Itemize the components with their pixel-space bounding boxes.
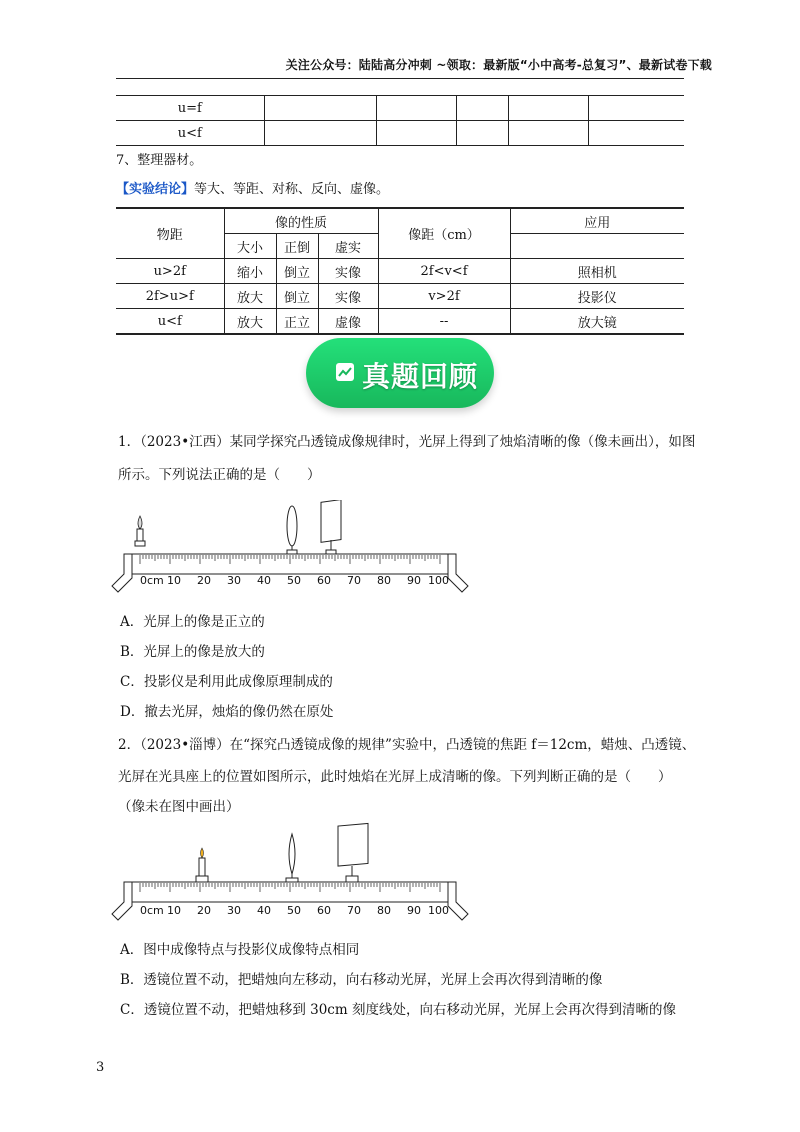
table-cell: u<f <box>116 309 224 335</box>
header-application: 应用 <box>510 208 684 234</box>
chart-icon <box>336 363 354 381</box>
table-cell <box>508 121 588 146</box>
question-1-line-2: 所示。下列说法正确的是（ ） <box>118 467 321 483</box>
page-number: 3 <box>96 1060 105 1075</box>
tick-label: 40 <box>257 574 271 587</box>
header-image-distance: 像距（cm） <box>378 208 510 259</box>
optical-bench-figure-1 <box>110 500 470 600</box>
tick-label: 30 <box>227 904 241 917</box>
tick-label: 0cm <box>140 574 164 587</box>
table-row <box>116 96 684 121</box>
q1-option-d: D．撤去光屏，烛焰的像仍然在原处 <box>120 704 334 720</box>
q1-option-c: C．投影仪是利用此成像原理制成的 <box>120 674 333 690</box>
table-cell: v>2f <box>378 284 510 309</box>
table-row <box>116 259 684 284</box>
table-cell <box>588 96 684 121</box>
table-cell: 2f>u>f <box>116 284 224 309</box>
tick-label: 10 <box>167 904 181 917</box>
table-cell <box>456 121 508 146</box>
table-cell: u<f <box>116 121 264 146</box>
table-cell: 倒立 <box>276 259 318 284</box>
table-cell <box>456 96 508 121</box>
table-cell: 实像 <box>318 259 378 284</box>
q2-option-b: B．透镜位置不动，把蜡烛向左移动，向右移动光屏，光屏上会再次得到清晰的像 <box>120 972 603 988</box>
header-real-virtual: 虚实 <box>318 234 378 259</box>
section-banner <box>306 338 494 408</box>
table-cell <box>376 121 456 146</box>
table-cell: 虚像 <box>318 309 378 335</box>
table-cell: 照相机 <box>510 259 684 284</box>
tick-label: 60 <box>317 904 331 917</box>
table-cell <box>376 96 456 121</box>
q1-option-a: A．光屏上的像是正立的 <box>120 614 265 630</box>
table-cell: 倒立 <box>276 284 318 309</box>
table-cell: 缩小 <box>224 259 276 284</box>
tick-label: 20 <box>197 574 211 587</box>
page-header: 关注公众号：陆陆高分冲刺 ~领取：最新版“小中高考-总复习”、最新试卷下载 <box>285 58 712 72</box>
header-size: 大小 <box>224 234 276 259</box>
q1-option-b: B．光屏上的像是放大的 <box>120 644 265 660</box>
header-image-nature: 像的性质 <box>224 208 378 234</box>
table-cell <box>508 96 588 121</box>
table-cell <box>588 121 684 146</box>
table-cell: 投影仪 <box>510 284 684 309</box>
tick-label: 90 <box>407 904 421 917</box>
tick-label: 70 <box>347 574 361 587</box>
table-cell: u>2f <box>116 259 224 284</box>
tick-label: 90 <box>407 574 421 587</box>
question-1-line-1: 1．（2023•江西）某同学探究凸透镜成像规律时，光屏上得到了烛焰清晰的像（像未画出），如图 <box>118 434 696 450</box>
table-cell: 放大 <box>224 284 276 309</box>
tick-label: 80 <box>377 904 391 917</box>
tick-label: 70 <box>347 904 361 917</box>
table-cell: 放大镜 <box>510 309 684 335</box>
question-2-line-1: 2．（2023•淄博）在“探究凸透镜成像的规律”实验中，凸透镜的焦距 f＝12cm，蜡烛、凸透镜、 <box>118 737 696 753</box>
header-rule <box>116 78 684 79</box>
tick-label: 80 <box>377 574 391 587</box>
table-cell: 2f<v<f <box>378 259 510 284</box>
tick-label: 10 <box>167 574 181 587</box>
lens-imaging-table <box>116 207 684 335</box>
tick-label: 30 <box>227 574 241 587</box>
tick-label: 60 <box>317 574 331 587</box>
q2-option-a: A．图中成像特点与投影仪成像特点相同 <box>120 942 360 958</box>
table-cell <box>264 121 376 146</box>
table-cell: 放大 <box>224 309 276 335</box>
step-7: 7、整理器材。 <box>116 153 203 168</box>
tick-label: 50 <box>287 574 301 587</box>
question-2-line-3: （像未在图中画出） <box>118 799 240 815</box>
tick-label: 20 <box>197 904 211 917</box>
conclusion-text: 等大、等距、对称、反向、虚像。 <box>194 182 390 197</box>
table-row <box>116 309 684 335</box>
table-continued <box>116 95 684 146</box>
header-object-distance: 物距 <box>116 208 224 259</box>
table-row <box>116 284 684 309</box>
table-cell: 正立 <box>276 309 318 335</box>
table-cell: -- <box>378 309 510 335</box>
banner-title: 真题回顾 <box>362 360 479 393</box>
conclusion <box>116 180 389 200</box>
question-2-line-2: 光屏在光具座上的位置如图所示，此时烛焰在光屏上成清晰的像。下列判断正确的是（ ） <box>118 769 672 785</box>
table-cell <box>264 96 376 121</box>
conclusion-label: 【实验结论】 <box>116 182 195 197</box>
tick-label: 40 <box>257 904 271 917</box>
table-cell: u=f <box>116 96 264 121</box>
tick-label: 0cm <box>140 904 164 917</box>
table-cell: 实像 <box>318 284 378 309</box>
tick-label: 100 <box>428 574 449 587</box>
table-cell <box>510 234 684 259</box>
tick-label: 50 <box>287 904 301 917</box>
table-row <box>116 121 684 146</box>
header-orientation: 正倒 <box>276 234 318 259</box>
optical-bench-figure-2 <box>110 820 470 925</box>
tick-label: 100 <box>428 904 449 917</box>
q2-option-c: C．透镜位置不动，把蜡烛移到 30cm 刻度线处，向右移动光屏，光屏上会再次得到清晰的像 <box>120 1002 676 1018</box>
